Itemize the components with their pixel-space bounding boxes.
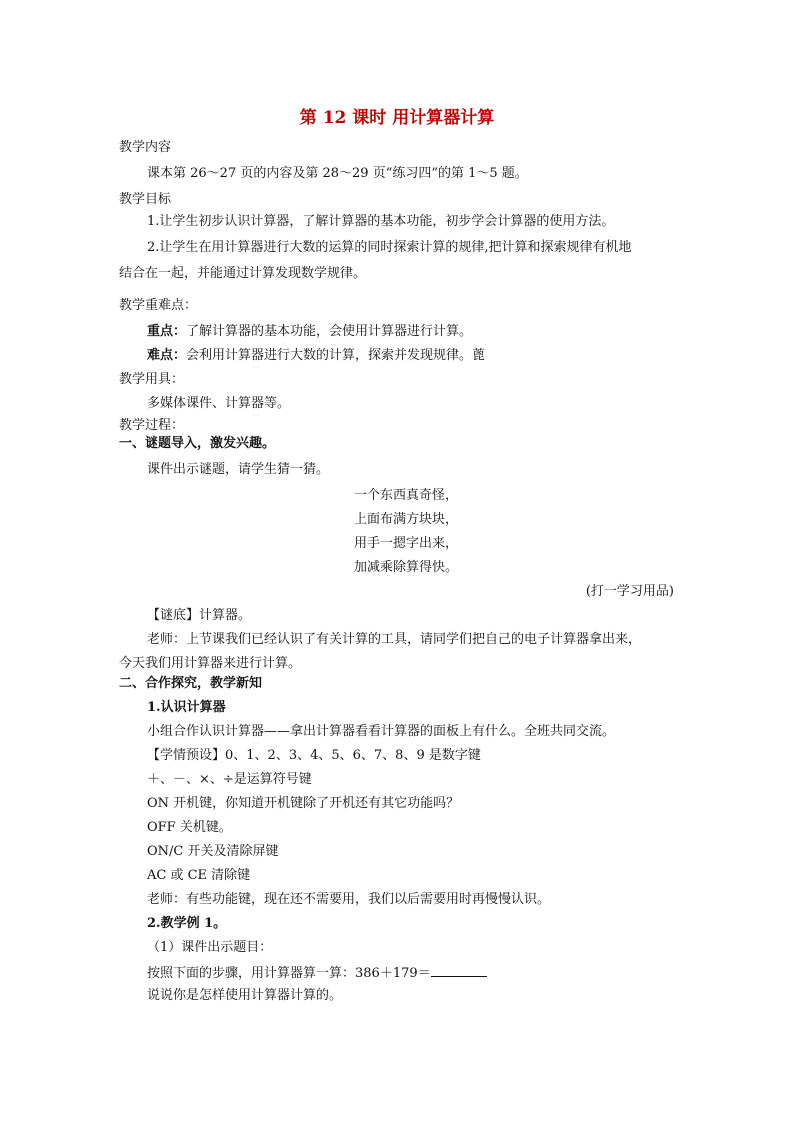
answer-label: 【谜底】 (147, 608, 200, 623)
group-activity-text: 小组合作认识计算器——拿出计算器看看计算器的面板上有什么。全班共同交流。 (147, 724, 616, 739)
goal-1: 1.让学生初步认识计算器，了解计算器的基本功能，初步学会计算器的使用方法。 (147, 214, 615, 229)
difficult-point (147, 348, 485, 364)
section-2-heading: 二、合作探究，教学新知 (119, 676, 263, 691)
preset-label: 【学情预设】 (147, 748, 226, 763)
section-1-intro: 课件出示谜题，请学生猜一猜。 (147, 462, 330, 477)
riddle-answer (147, 608, 251, 624)
operator-keys-text: ＋、－、×、÷是运算符号键 (147, 772, 312, 787)
keypoints-heading: 教学重难点： (119, 298, 198, 313)
lesson-title: 第 12 课时 用计算器计算 (299, 108, 495, 128)
poem-line: 用手一摁字出来， (354, 536, 459, 551)
subsection-1-heading: 1.认识计算器 (147, 700, 226, 715)
poem-line: 上面布满方块块， (354, 512, 459, 527)
goals-heading: 教学目标 (119, 192, 172, 207)
section-1-heading: 一、谜题导入，激发兴趣。 (119, 436, 276, 451)
teacher-line-2: 老师：有些功能键，现在还不需要用，我们以后需要用时再慢慢认识。 (147, 892, 551, 907)
on-key-text: ON 开机键，你知道开机键除了开机还有其它功能吗？ (147, 796, 460, 811)
onc-key-text: ON/C 开关及清除屏键 (147, 844, 279, 859)
goal-2-line-2: 结合在一起，并能通过计算发现数学规律。 (119, 266, 367, 281)
goal-2-line-1: 2.让学生在用计算器进行大数的运算的同时探索计算的规律,把计算和探索规律有机地 (147, 240, 632, 255)
teacher-line-1b: 今天我们用计算器来进行计算。 (119, 656, 302, 671)
key-label: 重点： (147, 324, 187, 339)
explain-text: 说说你是怎样使用计算器计算的。 (147, 988, 343, 1003)
content-text: 课本第 26～27 页的内容及第 28～29 页“练习四”的第 1～5 题。 (147, 166, 528, 181)
key-point (147, 324, 472, 340)
off-key-text: OFF 关机键。 (147, 820, 232, 835)
step-1-text: （1）课件出示题目： (147, 940, 273, 955)
ac-ce-key-text: AC 或 CE 清除键 (147, 868, 251, 883)
key-text: 了解计算器的基本功能，会使用计算器进行计算。 (186, 324, 473, 339)
content-heading: 教学内容 (119, 140, 172, 155)
answer-blank (431, 964, 487, 977)
calc-problem (147, 964, 487, 982)
teacher-line-1a: 老师：上节课我们已经认识了有关计算的工具，请同学们把自己的电子计算器拿出来， (147, 632, 642, 647)
preset-text: 0、1、2、3、4、5、6、7、8、9 是数字键 (225, 748, 481, 763)
difficult-label: 难点： (147, 348, 187, 363)
calc-text: 按照下面的步骤，用计算器算一算：386＋179＝ (147, 966, 431, 981)
process-heading: 教学过程： (119, 418, 185, 433)
preset-line (147, 748, 481, 764)
riddle-hint: (打一学习用品) (585, 584, 674, 599)
difficult-text: 会利用计算器进行大数的计算，探索并发现规律。蓖 (186, 348, 486, 363)
poem-line: 加减乘除算得快。 (354, 560, 459, 575)
poem-line: 一个东西真奇怪， (354, 488, 459, 503)
tools-heading: 教学用具： (119, 372, 185, 387)
subsection-2-heading: 2.教学例 1。 (147, 916, 227, 931)
tools-text: 多媒体课件、计算器等。 (147, 396, 291, 411)
answer-text: 计算器。 (199, 608, 252, 623)
